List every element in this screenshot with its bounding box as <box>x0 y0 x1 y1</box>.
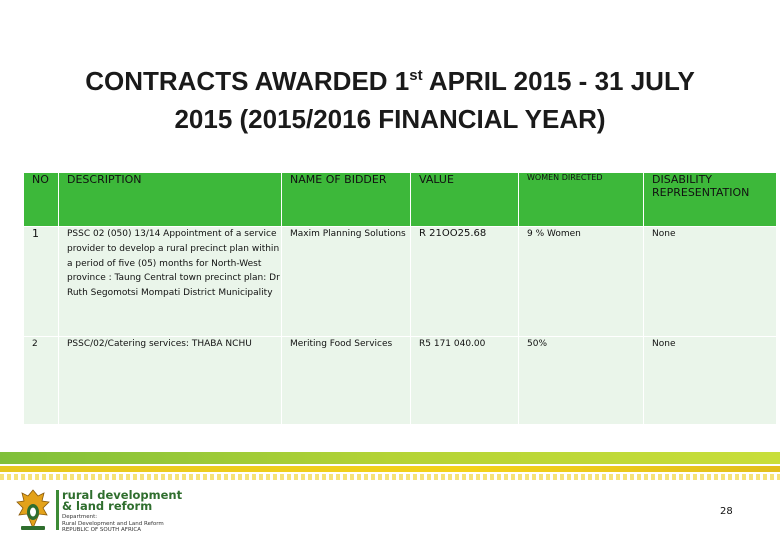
cell-bidder: Meriting Food Services <box>282 337 411 425</box>
cell-no: 2 <box>24 337 59 425</box>
page-title <box>30 62 750 138</box>
cell-bidder: Maxim Planning Solutions <box>282 227 411 337</box>
cell-value: R5 171 040.00 <box>411 337 519 425</box>
header-value: VALUE <box>411 173 519 227</box>
cell-description: PSSC 02 (050) 13/14 Appointment of a service provider to develop a rural precinct plan within a period of five (05) months for North-West province : Taung Central town precinct plan: Dr Ruth Segomotsi Mompati District Municipality <box>59 227 282 337</box>
cell-disability: None <box>644 337 777 425</box>
table-row <box>24 337 777 425</box>
footer-yellow-band <box>0 466 780 472</box>
logo-text: rural development & land reform <box>62 488 183 513</box>
header-disability: DISABILITY REPRESENTATION <box>644 173 777 227</box>
footer-green-band <box>0 452 780 464</box>
cell-women: 9 % Women <box>519 227 644 337</box>
cell-women: 50% <box>519 337 644 425</box>
cell-description: PSSC/02/Catering services: THABA NCHU <box>59 337 282 425</box>
logo-divider <box>56 490 59 530</box>
header-no: NO <box>24 173 59 227</box>
table-header-row <box>24 173 777 227</box>
header-women-directed: WOMEN DIRECTED <box>519 173 644 227</box>
coat-of-arms-icon <box>14 488 52 532</box>
logo-subtext: Department: Rural Development and Land Reform REPUBLIC OF SOUTH AFRICA <box>62 514 164 533</box>
cell-value: R 21OO25.68 <box>411 227 519 337</box>
cell-disability: None <box>644 227 777 337</box>
title-line1: CONTRACTS AWARDED 1st APRIL 2015 - 31 JULY <box>85 66 695 96</box>
footer-dotted-band <box>0 474 780 480</box>
header-description: DESCRIPTION <box>59 173 282 227</box>
cell-no: 1 <box>24 227 59 337</box>
title-line2: 2015 (2015/2016 FINANCIAL YEAR) <box>174 104 606 134</box>
header-bidder: NAME OF BIDDER <box>282 173 411 227</box>
contracts-table <box>23 172 777 425</box>
table-row <box>24 227 777 337</box>
page-number: 28 <box>720 506 733 517</box>
